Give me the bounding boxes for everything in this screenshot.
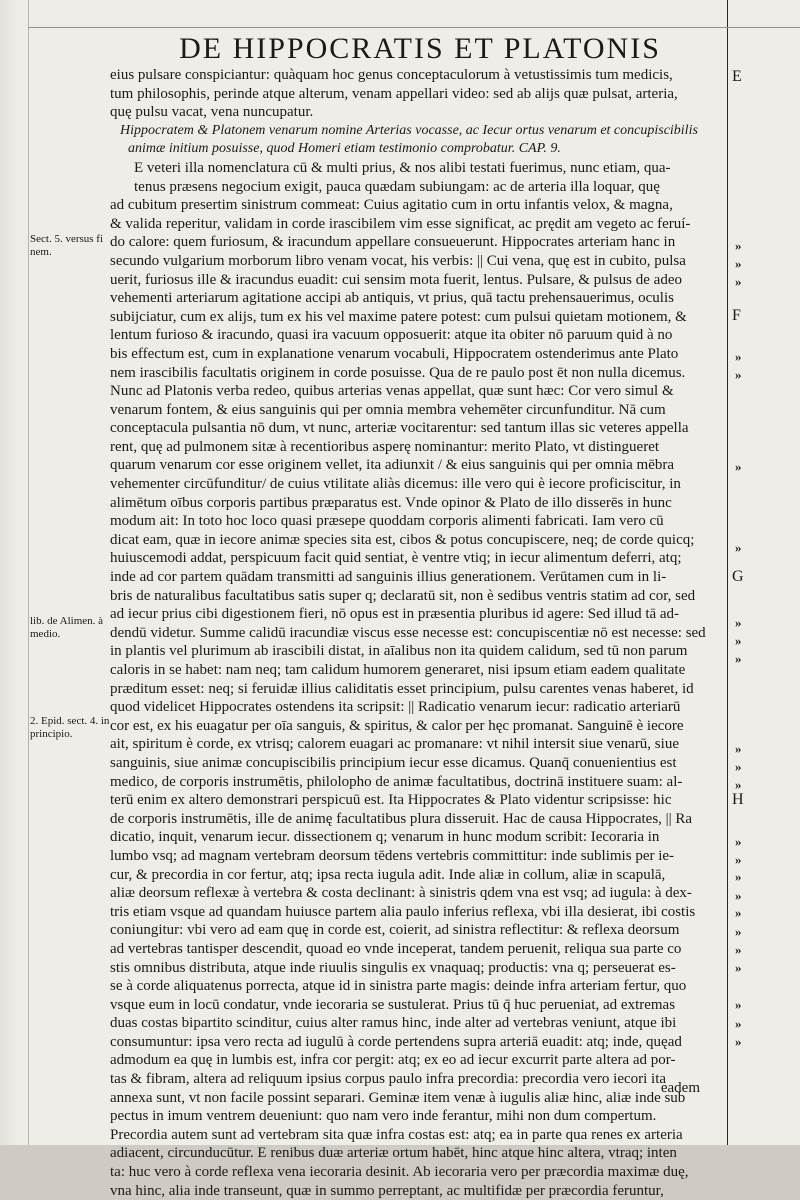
text-line: quarum venarum cor esse originem vellet, ita adiunxit / & eius sanguinis qui per omnia mēbra [110,457,675,474]
margin-note: 2. Epid. sect. 4. in principio. [30,715,110,740]
text-line: secundo vulgarium morborum libro venam vocat, his verbis: || Cui vena, quę est in cubito, pulsa [110,252,686,269]
text-line: Nunc ad Platonis verba redeo, quibus arterias venas appellat, quæ sunt hæc: Cor vero simul & [110,383,674,400]
quotation-mark: » [735,1034,742,1049]
text-line: cor est, ex his euagatur per oīa sanguis, & spiritus, & calor per hęc promanat. Sanguinē è iecore [110,717,684,734]
text-line: venarum fontem, & eius sanguinis qui per omnia membra vehemēter circunfunditur. Nā cum [110,401,666,418]
section-letter: E [732,68,742,85]
text-line: annexa sunt, vt non facile possint separari. Geminæ item venæ à iugulis aliæ hinc, aliæ inde sub [110,1089,686,1106]
text-line: cur, & precordia in cor fertur, atq; ipsa recta iugula adit. Inde aliæ in collum, aliæ in scapulā, [110,866,666,883]
text-line: bris de naturalibus facultatibus satis super q; declaratū sit, non è sedibus ventris statim ad cor, sed [110,587,696,604]
text-line: eius pulsare conspiciantur: quàquam hoc genus conceptaculorum à vetustissimis tum medicis, [110,67,673,83]
text-line: pectus in imum ventrem deueniunt: quo nam vero inde ferantur, mihi non dum compertum. [110,1108,657,1125]
text-line: Precordia autem sunt ad vertebram sita quæ infra costas est: atq; ea in parte qua renes ex arteria [110,1126,683,1143]
quotation-mark: » [735,905,742,920]
quotation-mark: » [735,777,742,792]
text-line: quod videlicet Hippocrates ostendens ita scripsit: || Radicatio venarum iecur: radicatio arteriarū [110,699,681,716]
text-line: conceptacula pulsantia nō dum, vt nunc, arteriæ vocitarentur: sed tantum illas sic veteres appella [110,420,689,437]
text-line: huiuscemodi addat, perspicuum facit quid sentiat, è ventre vtiq; in iecur alimentum deferri, atq; [110,550,682,567]
text-line: duas costas bipartito scinditur, cuius alter ramus hinc, inde alter ad vertebras veniunt, atque ibi [110,1015,677,1032]
text-line: vna hinc, alia inde transeunt, quæ in summo perreptant, ac multifidæ per præcordia feruntur, [110,1182,664,1199]
quotation-mark: » [735,869,742,884]
text-line: coniungitur: vbi vero ad eam quę in corde est, coierit, ad sinistra reflectitur: & reflexa deorsum [110,922,680,939]
text-line: do calore: quem furiosum, & iracundum appellare consueuerunt. Hippocrates arteriam hanc in [110,234,676,251]
text-line: ad cubitum presertim sinistrum commeat: Cuius agitatio cum in ortu infantis velox, & magna, [110,197,673,214]
text-line: lentum furioso & iracundo, quasi ira vacuum opposuerit: atque ita obiter nō paruum quid à no [110,327,673,344]
running-header: DE HIPPOCRATIS ET PLATONIS [179,32,661,65]
section-letter: G [732,568,744,585]
text-line: & valida reperitur, validam in corde irascibilem vim esse significat, ac prędit am vegeto ac feruí- [110,215,691,232]
text-line: præditum esset: neq; si feruidæ illius caliditatis esset principium, pulsu carentes venas haberet, id [110,680,694,697]
text-line: vehementi arteriarum agitatione accipi ab antiquis, vt prius, quā tactu prehensauerimus, oculis [110,290,674,307]
text-line: se à corde aliquatenus porrecta, atque id in sinistra parte magis: deinde infra arteriam fertur, quo [110,978,687,995]
quotation-mark: » [735,888,742,903]
main-text [110,66,728,1200]
text-line: caloris in se habet: nam neq; tam calidum humorem generaret, nisi ipsum etiam eadem qualitate [110,662,686,678]
quotation-mark: » [735,741,742,756]
text-line: nem irascibilis facultatis originem in corde posuisse. Qua de re paulo post ēt non nulla dicemus. [110,364,686,381]
quotation-mark: » [735,942,742,957]
text-line: uerit, furiosus ille & iracundus euadit: cui sensim mota fuerit, lentus. Pulsare, & pulsus de adeo [110,271,682,288]
text-line: in plantis vel plurimum ab irascibili distat, in aīalibus non ita quidem calidum, sed tū non parum [110,643,688,660]
text-line: tris etiam vsque ad quandam huiusce partem alia paulo inferius reflexa, vbi illa desierat, ibi costis [110,903,696,920]
text-line: tenus præsens negocium exigit, pauca quædam subiungam: ac de arteria illa loquar, quę [134,178,660,195]
text-line: dendū videtur. Summe calidū iracundiæ viscus esse necesse est: concupiscentiæ nō est necesse: sed [110,624,706,641]
text-line: bis effectum est, cum in explanatione venarum vocabuli, Hippocratem ostenderimus ante Plato [110,345,679,362]
text-line: adiacent, circunducūtur. E renibus duæ arteriæ ortum habēt, hinc atque hinc altera, vtraq; inten [110,1145,677,1162]
chapter-heading-line: animæ initium posuisse, quod Homeri etiam testimonio comprobatur. CAP. 9. [128,141,561,157]
text-line: medico, de corporis instrumētis, philolopho de animæ facultatibus, doctrinā instituere suam: al- [110,773,683,790]
top-rule [28,27,800,28]
text-line: consumuntur: ipsa vero recta ad iugulū à corde pertendens supra arteriā euadit: atq; inde, quęad [110,1033,682,1050]
quotation-mark: » [735,540,742,555]
text-line: ad vertebras tantisper descendit, quoad eo vnde inceperat, tandem peruenit, reliqua sua parte co [110,940,682,957]
text-line: terū enim ex altero demonstrari perspicuū est. Ita Hippocrates & Plato videntur scripsisse: hic [110,792,672,809]
quotation-mark: » [735,759,742,774]
text-line: modum ait: In toto hoc loco quasi præsepe quoddam corporis alimenti fabricati. Iam vero cū [110,513,664,530]
quotation-mark: » [735,852,742,867]
text-line: tas & fibram, altera ad reliquum ipsius corpus paulo infra precordia: precordia vero iecori ita [110,1071,667,1088]
catchword: eadem [660,1080,700,1096]
text-line: alimētum oībus corporis partibus præparatus est. Vnde opinor & Plato de illo disserēs in hunc [110,494,672,511]
quotation-mark: » [735,349,742,364]
text-line: E veteri illa nomenclatura cū & multi prius, & nos alibi testati fuerimus, nunc etiam, qua- [134,159,671,176]
text-line: admodum ea quę in lumbis est, infra cor pergit: atq; ex eo ad iecur excurrit parte altera ad por- [110,1052,676,1069]
margin-note: Sect. 5. versus fi nem. [30,233,104,258]
text-line: vsque eum in locū condatur, vnde iecoraria se sustulerat. Prius tū q̄ huc perueniat, ad extremas [110,996,676,1013]
quotation-mark: » [735,633,742,648]
text-line: ait, spiritum è corde, ex vtrisq; calorem euagari ac promanare: vt nihil intersit siue venarū, siue [110,736,679,753]
text-line: inde ad cor partem quādam transmitti ad sanguinis illius generationem. Verūtamen cum in li- [110,569,667,586]
quotation-mark: » [735,834,742,849]
text-line: de corporis instrumētis, ille de animę facultatibus plura disseruit. Hac de causa Hippocrates, || Ra [110,810,693,827]
section-letter: F [732,307,741,324]
text-line: vehementer circūfunditur/ de cuius vtilitate aliàs dicemus: ille vero qui è iecore proficiscitur, in [110,476,681,493]
text-line: stis omnibus distributa, atque inde riuulis singulis ex vnaquaq; productis: vna q; perseuerat es- [110,959,676,976]
text-line: ad iecur prius cibi digestionem fieri, nō opus est in præsentia pluribus id agere: Sed illud tā ad- [110,606,680,623]
quotation-mark: » [735,274,742,289]
quotation-mark: » [735,256,742,271]
text-line: dicat eam, quæ in iecore animæ species sita est, cibos & potus concupiscere, neq; de corde quicq; [110,531,695,548]
text-line: aliæ deorsum reflexæ à vertebra & costa declinant: à sinistris qdem vna est vsq; ad iugula: à dex- [110,885,692,902]
chapter-heading-line: Hippocratem & Platonem venarum nomine Arterias vocasse, ac Iecur ortus venarum et concupiscibilis [120,122,698,138]
quotation-mark: » [735,459,742,474]
quotation-mark: » [735,615,742,630]
quotation-mark: » [735,997,742,1012]
quotation-mark: » [735,238,742,253]
text-line: quę pulsu vacat, vena nuncupatur. [110,104,314,121]
quotation-mark: » [735,924,742,939]
text-line: sanguinis, siue animæ concupiscibilis principium iecur esse dicamus. Quanq̄ conuenientius est [110,754,677,771]
section-letter: H [732,791,744,808]
text-line: tum philosophis, perinde atque alterum, venam appellari video: sed ab alijs quæ pulsat, arteria, [110,85,678,102]
text-line: dicatio, inquit, venarum iecur. dissectionem q; venarum in hunc modum scribit: Iecoraria in [110,829,660,846]
text-line: ta: huc vero à corde reflexa vena iecoraria desinit. Ab iecoraria vero per præcordia maximæ duę, [110,1164,689,1181]
text-line: lumbo vsq; ad magnam vertebram deorsum tēdens vertebris committitur: inde sublimis per ie- [110,847,675,864]
text-line: subijciatur, cum ex alijs, tum ex his vel maxime patere potest: cum pulsui quietam motionem, & [110,308,687,325]
quotation-mark: » [735,367,742,382]
text-line: rent, quę ad pulmonem sitæ à recentioribus asperę nominantur: merito Plato, vt distingueret [110,438,660,455]
left-margin-rule [28,0,29,1145]
margin-note: lib. de Alimen. à medio. [30,615,104,640]
quotation-mark: » [735,960,742,975]
quotation-mark: » [735,651,742,666]
quotation-mark: » [735,1016,742,1031]
